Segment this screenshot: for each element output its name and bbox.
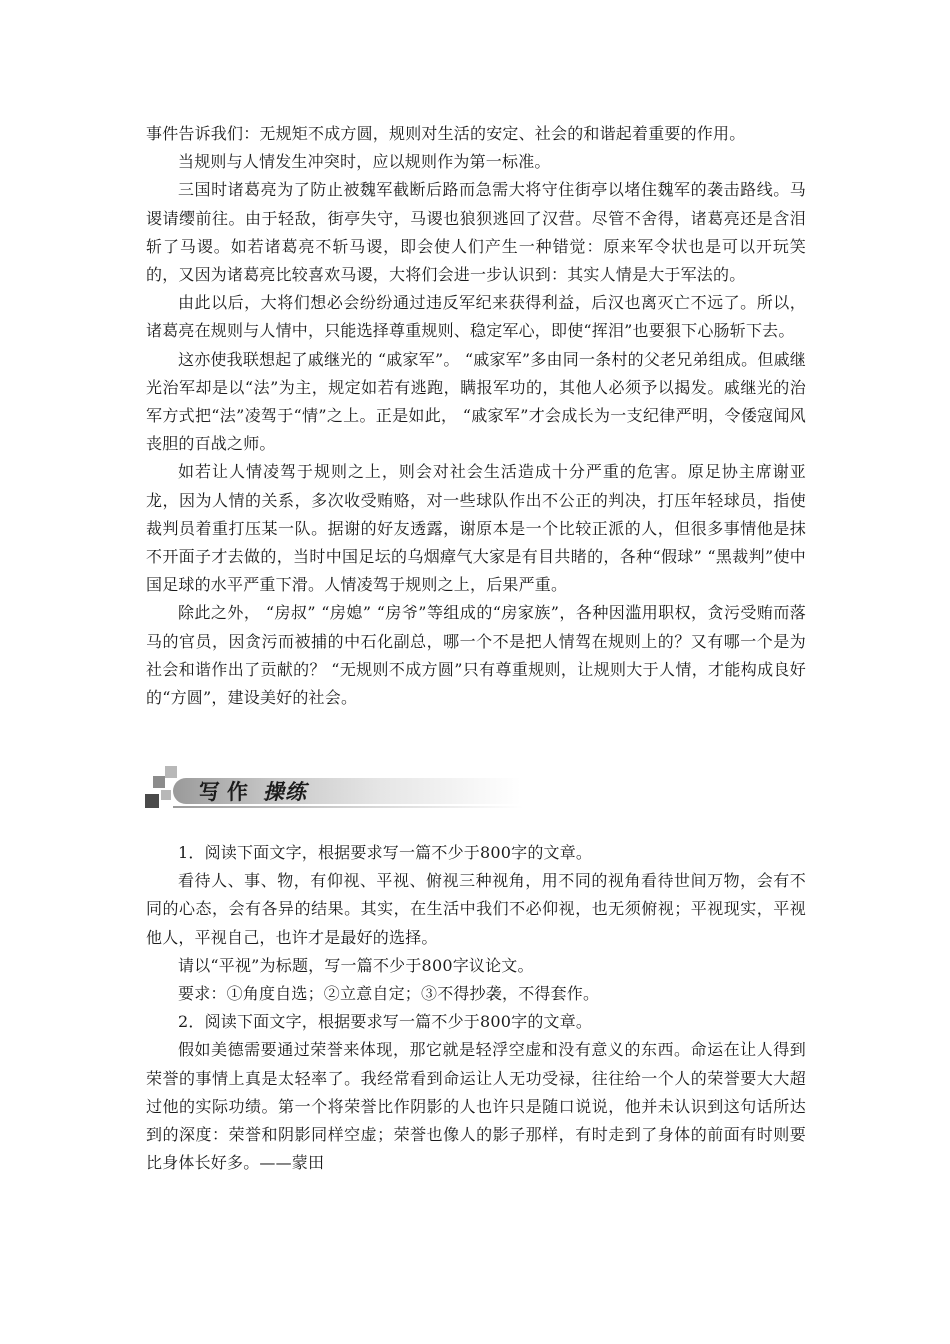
- essay-paragraph: 这亦使我联想起了戚继光的 “戚家军”。 “戚家军”多由同一条村的父老兄弟组成。但戚继光治军却是以“法”为主，规定如若有逃跑，瞒报军功的，其他人必须予以揭发。戚继光的治军方式把“法”凌驾于“情”之上。正是如此， “戚家军”才会成长为一支纪律严明，令倭寇闻风丧胆的百战之师。: [146, 349, 806, 454]
- decor-square: [165, 766, 177, 778]
- essay-paragraph: 除此之外， “房叔” “房媳” “房爷”等组成的“房家族”，各种因滥用职权，贪污受贿而落马的官员，因贪污而被捕的中石化副总，哪一个不是把人情驾在规则上的？又有哪一个是为社会和谐作出了贡献的？ “无规则不成方圆”只有尊重规则，让规则大于人情，才能构成良好的“方圆”，建设美好的社会。: [146, 603, 806, 708]
- section-title-char: 写: [199, 780, 221, 804]
- exercise-paragraph: 请以“平视”为标题，写一篇不少于800字议论文。: [178, 955, 534, 975]
- essay-paragraph: 如若让人情凌驾于规则之上，则会对社会生活造成十分严重的危害。原足协主席谢亚龙，因为人情的关系，多次收受贿赂，对一些球队作出不公正的判决，打压年轻球员，指使裁判员着重打压某一队。据谢的好友透露，谢原本是一个比较正派的人，但很多事情他是抹不开面子才去做的，当时中国足坛的乌烟瘴气大家是有目共睹的，各种“假球” “黑裁判”使中国足球的水平严重下滑。人情凌驾于规则之上，后果严重。: [146, 462, 806, 595]
- essay-paragraph: 由此以后，大将们想必会纷纷通过违反军纪来获得利益，后汉也离灭亡不远了。所以，诸葛亮在规则与人情中，只能选择尊重规则、稳定军心，即使“挥泪”也要狠下心肠斩下去。: [146, 293, 806, 341]
- decor-square: [153, 776, 165, 788]
- section-title: [199, 776, 307, 806]
- essay-text: [146, 120, 806, 712]
- exercise-paragraph: 看待人、事、物，有仰视、平视、俯视三种视角，用不同的视角看待世间万物，会有不同的心态，会有各异的结果。其实，在生活中我们不必仰视，也无须俯视；平视现实，平视他人，平视自己，也许才是最好的选择。: [146, 871, 806, 947]
- exercise-paragraph: 2．阅读下面文字，根据要求写一篇不少于800字的文章。: [178, 1012, 593, 1032]
- section-title-char: 作: [227, 780, 249, 804]
- section-heading-banner: [143, 766, 523, 812]
- exercise-paragraph: 要求：①角度自选；②立意自定；③不得抄袭，不得套作。: [178, 984, 600, 1004]
- exercise-text: [146, 839, 806, 1177]
- decor-square: [145, 794, 159, 808]
- exercise-paragraph: 1．阅读下面文字，根据要求写一篇不少于800字的文章。: [178, 843, 593, 862]
- banner-underline: [173, 806, 523, 808]
- exercise-paragraph: 假如美德需要通过荣誉来体现，那它就是轻浮空虚和没有意义的东西。命运在让人得到荣誉的事情上真是太轻率了。我经常看到命运让人无功受禄，往往给一个人的荣誉要大大超过他的实际功绩。第一个将荣誉比作阴影的人也许只是随口说说，他并未认识到这句话所达到的深度：荣誉和阴影同样空虚；荣誉也像人的影子那样，有时走到了身体的前面有时则要比身体长好多。——蒙田: [146, 1040, 806, 1173]
- decor-square: [161, 790, 171, 800]
- section-title-word: 操练: [263, 780, 307, 804]
- essay-paragraph: 当规则与人情发生冲突时，应以规则作为第一标准。: [178, 152, 551, 172]
- essay-paragraph: 三国时诸葛亮为了防止被魏军截断后路而急需大将守住街亭以堵住魏军的袭击路线。马谡请缨前往。由于轻敌，街亭失守，马谡也狼狈逃回了汉营。尽管不舍得，诸葛亮还是含泪斩了马谡。如若诸葛亮不斩马谡，即会使人们产生一种错觉：原来军令状也是可以开玩笑的，又因为诸葛亮比较喜欢马谡，大将们会进一步认识到：其实人情是大于军法的。: [146, 180, 806, 285]
- essay-paragraph: 事件告诉我们：无规矩不成方圆，规则对生活的安定、社会的和谐起着重要的作用。: [146, 124, 746, 143]
